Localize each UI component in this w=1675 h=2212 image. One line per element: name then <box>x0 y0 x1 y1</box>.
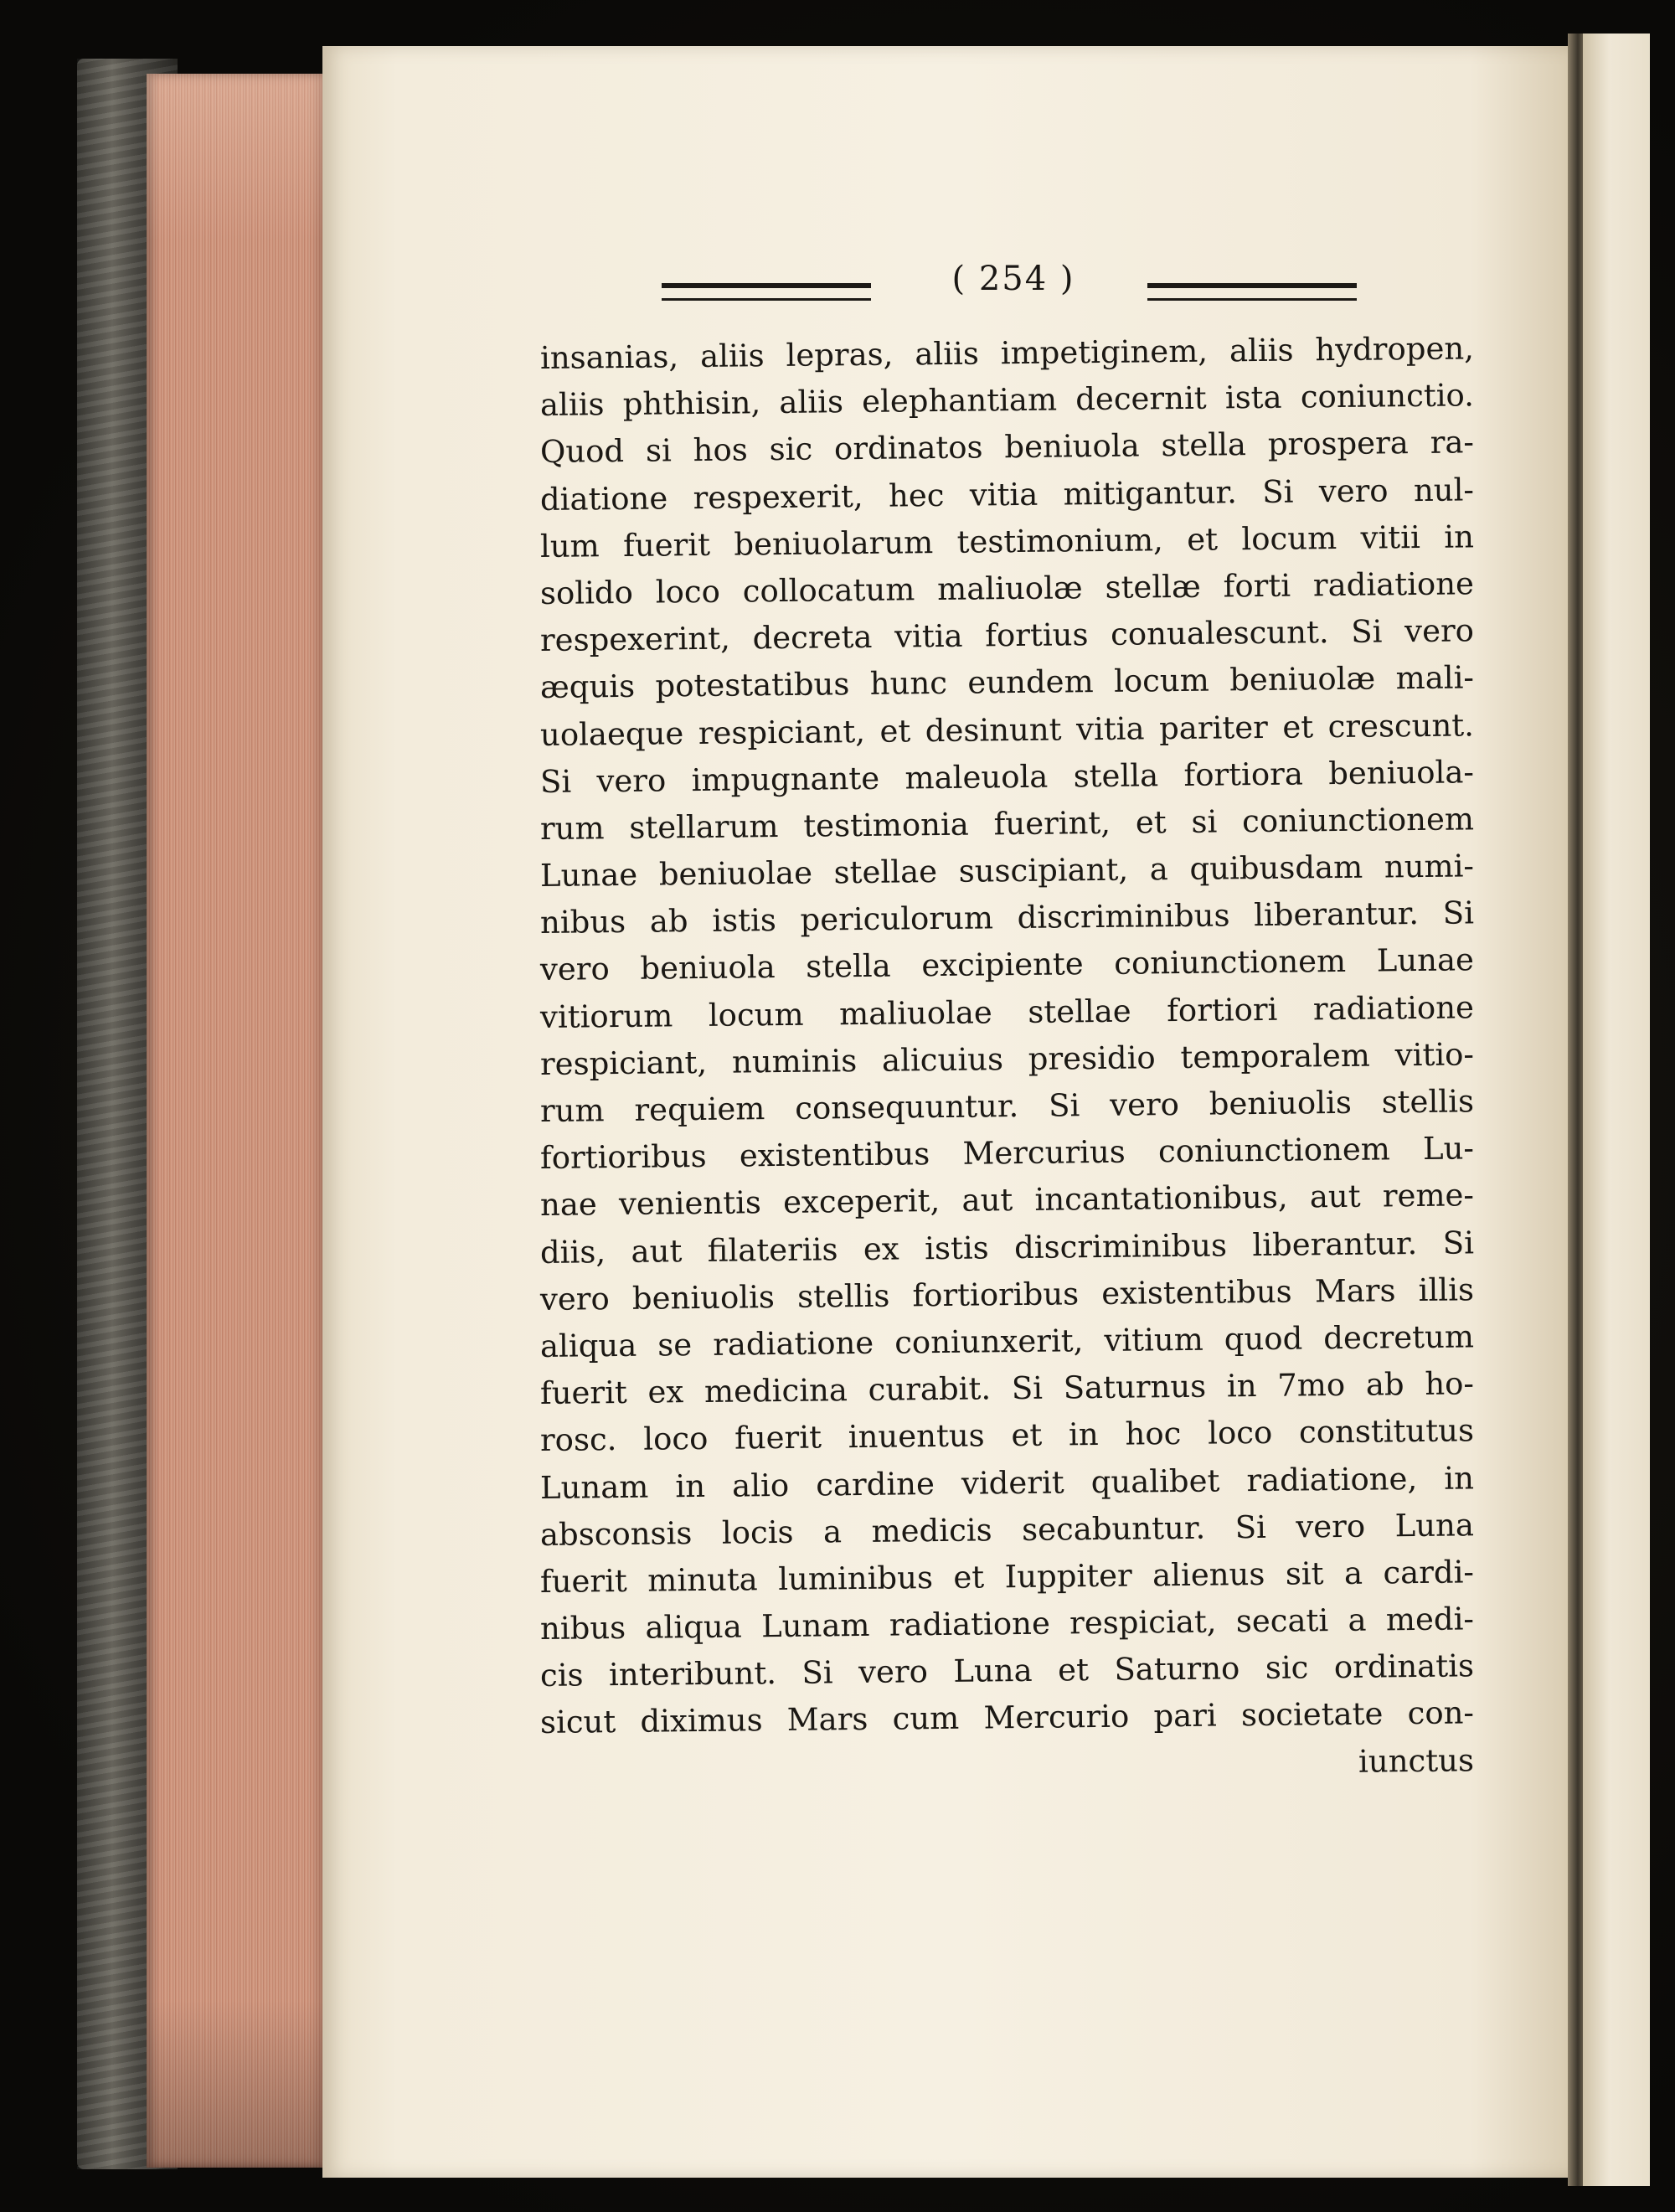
text-line: lum fuerit beniuolarum testimonium, et locum vitii in <box>539 518 1475 565</box>
page-number: ( 254 ) <box>951 260 1075 298</box>
text-line: aliqua se radiatione coniunxerit, vitium quod decretum <box>539 1318 1475 1364</box>
text-line: rum stellarum testimonia fuerint, et si coniunctionem <box>539 801 1475 847</box>
text-line: insanias, aliis lepras, aliis impetiginem, aliis hydropen, <box>539 330 1475 376</box>
page-header <box>662 260 1357 310</box>
catchword: iunctus <box>1358 1741 1475 1780</box>
text-line: cis interibunt. Si vero Luna et Saturno sic ordinatis <box>539 1647 1475 1694</box>
facing-page-edge <box>1583 34 1650 2186</box>
text-line: Si vero impugnante maleuola stella fortiora beniuola- <box>539 754 1475 800</box>
text-line: fortioribus existentibus Mercurius coniunctionem Lu- <box>539 1130 1475 1177</box>
text-line: diis, aut filateriis ex istis discriminibus liberantur. Si <box>539 1224 1475 1271</box>
text-line: diatione respexerit, hec vitia mitigantur. Si vero nul- <box>539 471 1475 518</box>
text-line: æquis potestatibus hunc eundem locum beniuolæ mali- <box>539 659 1475 706</box>
text-line: respiciant, numinis alicuius presidio temporalem vitio- <box>539 1036 1475 1082</box>
text-line: nibus ab istis periculorum discriminibus liberantur. Si <box>539 895 1475 941</box>
text-line: vero beniuola stella excipiente coniunctionem Lunae <box>539 941 1475 988</box>
text-line: sicut diximus Mars cum Mercurio pari societate con- <box>539 1694 1475 1741</box>
text-line: rum requiem consequuntur. Si vero beniuolis stellis <box>539 1083 1475 1129</box>
text-line: absconsis locis a medicis secabuntur. Si vero Luna <box>539 1507 1475 1553</box>
header-rule-right <box>1147 283 1357 301</box>
text-line: solido loco collocatum maliuolæ stellæ forti radiatione <box>539 565 1475 611</box>
text-line: fuerit ex medicina curabit. Si Saturnus in 7mo ab ho- <box>539 1365 1475 1412</box>
header-rule-left <box>662 283 871 301</box>
text-line: aliis phthisin, aliis elephantiam decernit ista coniunctio. <box>539 377 1475 424</box>
body-text <box>539 330 1475 1794</box>
text-line: Lunam in alio cardine viderit qualibet radiatione, in <box>539 1459 1475 1506</box>
text-line: vitiorum locum maliuolae stellae fortiori radiatione <box>539 988 1475 1035</box>
text-line: rosc. loco fuerit inuentus et in hoc loco constitutus <box>539 1412 1475 1459</box>
text-line: vero beniuolis stellis fortioribus existentibus Mars illis <box>539 1271 1475 1317</box>
text-line: fuerit minuta luminibus et Iuppiter alienus sit a cardi- <box>539 1554 1475 1600</box>
text-line: nibus aliqua Lunam radiatione respiciat, secati a medi- <box>539 1601 1475 1647</box>
text-line: Quod si hos sic ordinatos beniuola stella prospera ra- <box>539 424 1475 471</box>
text-line: Lunae beniuolae stellae suscipiant, a quibusdam numi- <box>539 848 1475 895</box>
page-block-edges <box>147 74 327 2168</box>
text-line: uolaeque respiciant, et desinunt vitia pariter et crescunt. <box>539 706 1475 753</box>
text-line: nae venientis exceperit, aut incantationibus, aut reme- <box>539 1177 1475 1224</box>
text-line: respexerint, decreta vitia fortius conualescunt. Si vero <box>539 612 1475 659</box>
